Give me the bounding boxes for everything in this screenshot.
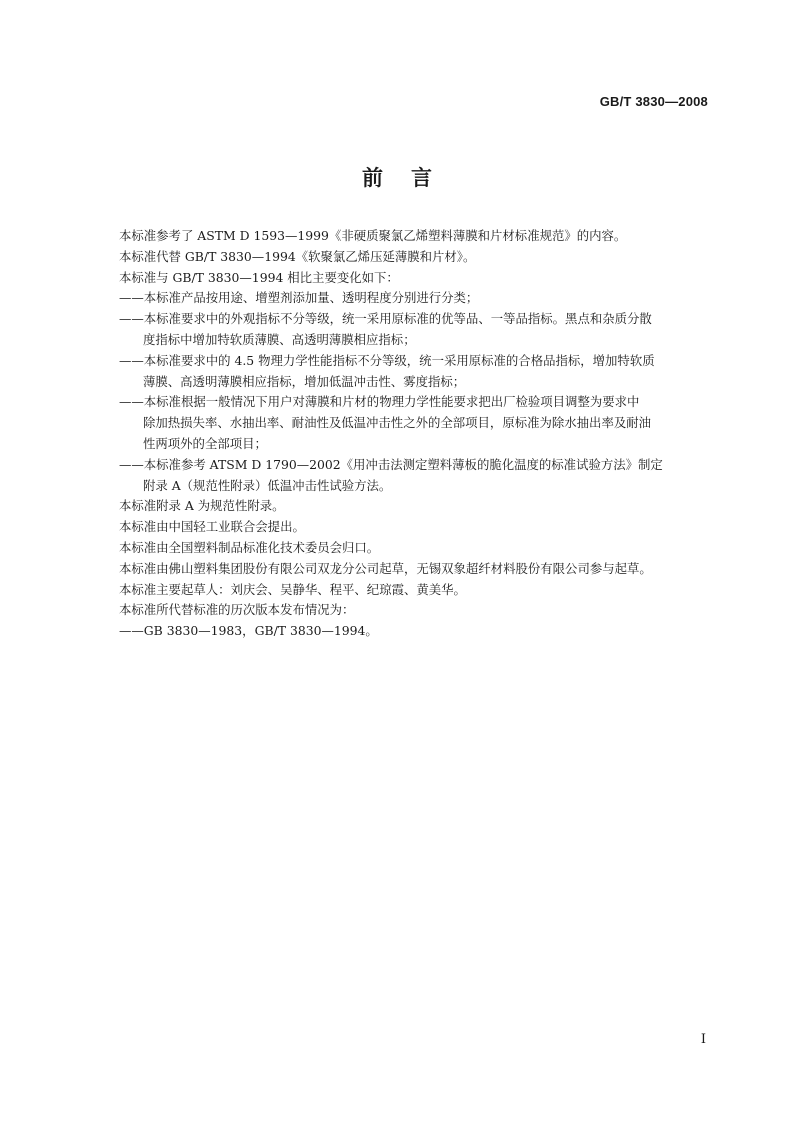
page-title: 前言 xyxy=(362,165,460,190)
change-item-appendix xyxy=(119,455,719,497)
paragraph-replaces: 本标准代替 GB/T 3830—1994《软聚氯乙烯压延薄膜和片材》。 xyxy=(119,248,476,264)
list-item-continuation: 附录 A（规范性附录）低温冲击性试验方法。 xyxy=(143,477,392,493)
paragraph-history-intro: 本标准所代替标准的历次版本发布情况为： xyxy=(119,602,355,618)
paragraph-reference: 本标准参考了 ASTM D 1593—1999《非硬质聚氯乙烯塑料薄膜和片材标准规范》的内容。 xyxy=(119,228,627,243)
paragraph-proposed-by: 本标准由中国轻工业联合会提出。 xyxy=(119,519,305,535)
list-item-continuation: 性两项外的全部项目； xyxy=(143,435,267,451)
list-item-continuation: 薄膜、高透明薄膜相应指标，增加低温冲击性、雾度指标； xyxy=(143,373,466,389)
list-item-line: ——本标准产品按用途、增塑剂添加量、透明程度分别进行分类； xyxy=(119,290,479,306)
standard-code: GB/T 3830—2008 xyxy=(599,94,708,109)
paragraph-changes-intro: 本标准与 GB/T 3830—1994 相比主要变化如下： xyxy=(119,269,399,285)
page-number: I xyxy=(700,1032,706,1047)
change-item-inspection xyxy=(119,392,719,454)
list-item-line: ——GB 3830—1983，GB/T 3830—1994。 xyxy=(119,623,378,639)
change-item-classification xyxy=(119,288,719,309)
paragraph-main-drafters: 本标准主要起草人：刘庆会、吴静华、程平、纪琼霞、黄美华。 xyxy=(119,581,466,597)
list-item-line: ——本标准根据一般情况下用户对薄膜和片材的物理力学性能要求把出厂检验项目调整为要求中 xyxy=(119,394,640,410)
history-item xyxy=(119,621,719,642)
change-item-mechanical xyxy=(119,351,719,393)
paragraph-under-jurisdiction: 本标准由全国塑料制品标准化技术委员会归口。 xyxy=(119,539,380,555)
paragraph-drafted-by: 本标准由佛山塑料集团股份有限公司双龙分公司起草，无锡双象超纤材料股份有限公司参与起草。 xyxy=(119,560,652,576)
foreword-body xyxy=(119,226,719,642)
change-item-appearance xyxy=(119,309,719,351)
paragraph-appendix-note: 本标准附录 A 为规范性附录。 xyxy=(119,498,285,514)
list-item-continuation: 除加热损失率、水抽出率、耐油性及低温冲击性之外的全部项目，原标准为除水抽出率及耐油 xyxy=(143,415,652,431)
list-item-continuation: 度指标中增加特软质薄膜、高透明薄膜相应指标； xyxy=(143,331,416,347)
list-item-line: ——本标准要求中的外观指标不分等级，统一采用原标准的优等品、一等品指标。黑点和杂质分散 xyxy=(119,311,652,327)
list-item-line: ——本标准要求中的 4.5 物理力学性能指标不分等级，统一采用原标准的合格品指标，增加特软质 xyxy=(119,352,655,368)
list-item-line: ——本标准参考 ATSM D 1790—2002《用冲击法测定塑料薄板的脆化温度的标准试验方法》制定 xyxy=(119,456,663,472)
